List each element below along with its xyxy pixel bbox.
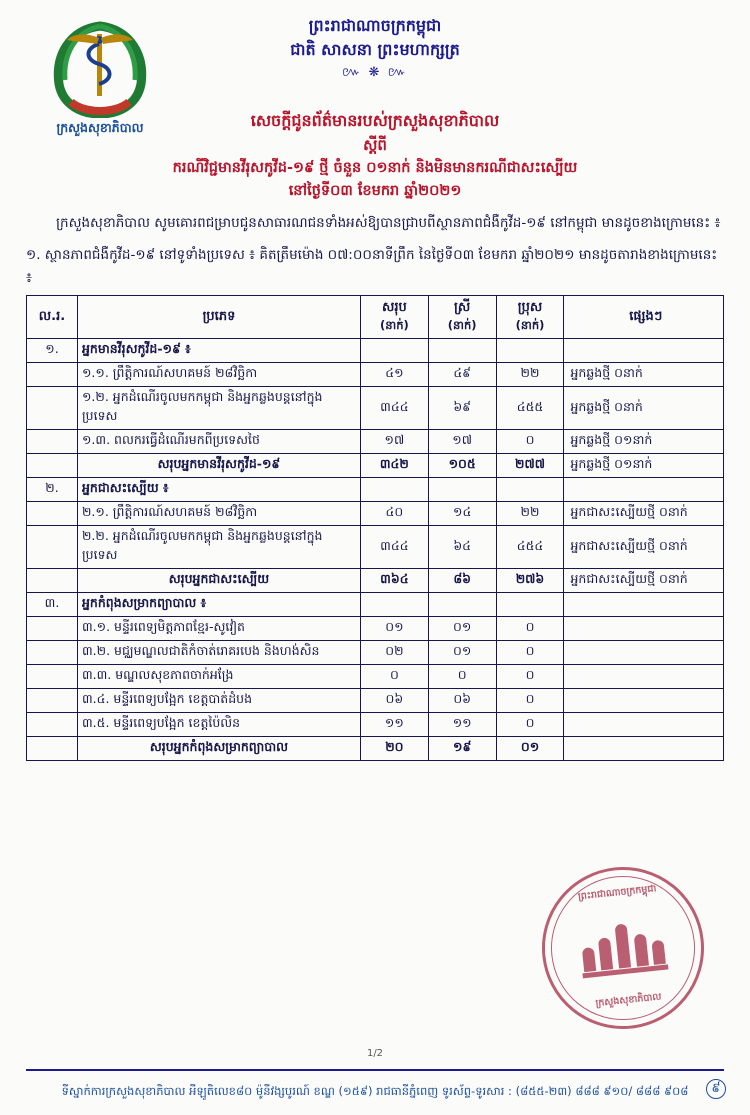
th-female-label: ស្រី — [454, 300, 471, 316]
cell-remark — [564, 689, 724, 713]
cell-female: ១១ — [428, 713, 496, 737]
cell-male: ២២ — [496, 502, 564, 526]
cell-total: ៤០ — [360, 502, 428, 526]
cell-total: ១១ — [360, 713, 428, 737]
th-total-label: សរុប — [381, 300, 407, 316]
cell-remark: អ្នកជាសះស្បើយថ្មី ០នាក់ — [564, 526, 724, 569]
cell-female: ៦៩ — [428, 387, 496, 430]
table-total-row — [27, 454, 724, 478]
cell-remark — [564, 478, 724, 502]
cell-female: ០១ — [428, 641, 496, 665]
table-row — [27, 387, 724, 430]
total-total: ២០ — [360, 737, 428, 761]
th-male-label: ប្រុស — [517, 300, 543, 316]
cell-no — [27, 665, 78, 689]
cell-remark: អ្នកឆ្លងថ្មី ០នាក់ — [564, 363, 724, 387]
cell-male: ០ — [496, 713, 564, 737]
group-no: ២. — [27, 478, 78, 502]
row-label: ២.១. ព្រឹត្តិការណ៍សហគមន៍ ២៨វិច្ឆិកា — [77, 502, 360, 526]
cell-male: ០ — [496, 430, 564, 454]
table-header-row — [27, 296, 724, 339]
cell-male: ០ — [496, 641, 564, 665]
table-row — [27, 502, 724, 526]
cell-male: ៤៥៤ — [496, 526, 564, 569]
cell-total: ៤១ — [360, 363, 428, 387]
cell-total: ០២ — [360, 641, 428, 665]
row-label: ៣.១. មន្ទីរពេទ្យមិត្តភាពខ្មែរ-សូវៀត — [77, 617, 360, 641]
cell-no — [27, 617, 78, 641]
cell-no — [27, 689, 78, 713]
row-label: ១.២. អ្នកដំណើរចូលមកកម្ពុជា និងអ្នកឆ្លងបន្តនៅក្នុងប្រទេស — [77, 387, 360, 430]
cell-male — [496, 478, 564, 502]
row-label: ២.២. អ្នកដំណើរចូលមកកម្ពុជា និងអ្នកឆ្លងបន្តនៅក្នុងប្រទេស — [77, 526, 360, 569]
table-row — [27, 593, 724, 617]
cell-female — [428, 339, 496, 363]
th-female-unit: (នាក់) — [447, 318, 477, 333]
group-title: អ្នកមានវីរុសកូវីដ-១៩ ៖ — [77, 339, 360, 363]
covid-status-table — [26, 295, 724, 761]
cell-no — [27, 363, 78, 387]
total-total: ៣៦៤ — [360, 569, 428, 593]
cell-total: ០១ — [360, 617, 428, 641]
cell-remark — [564, 617, 724, 641]
table-row — [27, 339, 724, 363]
total-female: ៨៦ — [428, 569, 496, 593]
table-row — [27, 526, 724, 569]
emblem-label: ក្រសួងសុខាភិបាល — [56, 120, 144, 135]
th-desc: ប្រភេទ — [77, 296, 360, 339]
cell-total: ០៦ — [360, 689, 428, 713]
footer-divider — [26, 1069, 724, 1071]
cell-male — [496, 339, 564, 363]
ministry-emblem — [30, 14, 170, 139]
table-row — [27, 641, 724, 665]
official-stamp — [534, 859, 712, 1037]
table-row — [27, 478, 724, 502]
total-male: ២៧៦ — [496, 569, 564, 593]
cell-female: ៦៤ — [428, 526, 496, 569]
cell-female: ០១ — [428, 617, 496, 641]
total-remark — [564, 737, 724, 761]
motto-line: ជាតិ សាសនា ព្រះមហាក្សត្រ — [290, 40, 460, 59]
total-remark: អ្នកជាសះស្បើយថ្មី ០នាក់ — [564, 569, 724, 593]
total-remark: អ្នកឆ្លងថ្មី ០១នាក់ — [564, 454, 724, 478]
row-label: ១.៣. ពលករធ្វើដំណើរមកពីប្រទេសថៃ — [77, 430, 360, 454]
cell-no — [27, 454, 78, 478]
cell-male: ២២ — [496, 363, 564, 387]
th-male-unit: (នាក់) — [515, 318, 545, 333]
cell-no — [27, 502, 78, 526]
cell-total — [360, 593, 428, 617]
th-total-unit: (នាក់) — [379, 318, 409, 333]
row-label: ៣.៤. មន្ទីរពេទ្យបង្អែក ខេត្តបាត់ដំបង — [77, 689, 360, 713]
cell-remark — [564, 339, 724, 363]
table-total-row — [27, 737, 724, 761]
cell-no — [27, 737, 78, 761]
cell-no — [27, 641, 78, 665]
th-no: ល.រ. — [27, 296, 78, 339]
total-label: សរុបអ្នកមានវីរុសកូវីដ-១៩ — [77, 454, 360, 478]
table-row — [27, 665, 724, 689]
cell-total — [360, 339, 428, 363]
table-row — [27, 617, 724, 641]
th-male — [496, 296, 564, 339]
row-label: ៣.២. មជ្ឈមណ្ឌលជាតិកំចាត់រោគរបេង និងហង់សិន — [77, 641, 360, 665]
cell-total: ១៧ — [360, 430, 428, 454]
cell-total: ៣៤៤ — [360, 387, 428, 430]
title-line-3: ករណីវិជ្ជមានវីរុសកូវីដ-១៩ ថ្មី ចំនួន ០១នាក់ និងមិនមានករណីជាសះស្បើយ — [172, 160, 578, 177]
cell-remark — [564, 713, 724, 737]
th-total — [360, 296, 428, 339]
cell-remark — [564, 665, 724, 689]
cell-no — [27, 387, 78, 430]
cell-female: ០ — [428, 665, 496, 689]
cell-no — [27, 713, 78, 737]
cell-female: ១៤ — [428, 502, 496, 526]
cell-total: ៣៤៤ — [360, 526, 428, 569]
table-row — [27, 713, 724, 737]
cell-female: ១៧ — [428, 430, 496, 454]
table-total-row — [27, 569, 724, 593]
title-line-1: សេចក្តីជូនព័ត៌មានរបស់ក្រសួងសុខាភិបាល — [250, 111, 500, 130]
stamp-bottom-text: ក្រសួងសុខាភិបាល — [595, 991, 662, 1010]
total-label: សរុបអ្នកកំពុងសម្រាកព្យាបាល — [77, 737, 360, 761]
page-number: 1/2 — [366, 1048, 384, 1059]
group-title: អ្នកកំពុងសម្រាកព្យាបាល ៖ — [77, 593, 360, 617]
table-row — [27, 430, 724, 454]
cell-total — [360, 478, 428, 502]
group-no: ១. — [27, 339, 78, 363]
cell-male — [496, 593, 564, 617]
ornament-divider: ៚ ❋ ៚ — [342, 65, 408, 80]
table-body — [27, 339, 724, 761]
group-title: អ្នកជាសះស្បើយ ៖ — [77, 478, 360, 502]
cell-no — [27, 569, 78, 593]
total-female: ១៩ — [428, 737, 496, 761]
total-male: ២៧៧ — [496, 454, 564, 478]
total-total: ៣៤២ — [360, 454, 428, 478]
total-female: ១០៥ — [428, 454, 496, 478]
title-line-2: ស្តីពី — [363, 135, 387, 154]
total-male: ០១ — [496, 737, 564, 761]
th-remark: ផ្សេងៗ — [564, 296, 724, 339]
title-line-4: នៅថ្ងៃទី០៣ ខែមករា ឆ្នាំ២០២១ — [288, 182, 462, 199]
cell-female — [428, 593, 496, 617]
cell-remark — [564, 641, 724, 665]
cell-remark: អ្នកឆ្លងថ្មី ០នាក់ — [564, 387, 724, 430]
cell-male: ៤៥៥ — [496, 387, 564, 430]
row-label: ៣.៣. មណ្ឌលសុខភាពចាក់អង្រែ — [77, 665, 360, 689]
cell-male: ០ — [496, 617, 564, 641]
cell-female: ៤៩ — [428, 363, 496, 387]
th-female — [428, 296, 496, 339]
footer-page-mark: ៩ — [706, 1079, 726, 1099]
row-label: ១.១. ព្រឹត្តិការណ៍សហគមន៍ ២៨វិច្ឆិកា — [77, 363, 360, 387]
cell-total: ០ — [360, 665, 428, 689]
cell-remark: អ្នកឆ្លងថ្មី ០១នាក់ — [564, 430, 724, 454]
cell-male: ០ — [496, 665, 564, 689]
cell-no — [27, 526, 78, 569]
cell-female: ០៦ — [428, 689, 496, 713]
section-1-heading: ១. ស្ថានភាពជំងឺកូវីដ-១៩ នៅទូទាំងប្រទេស ៖ គិតត្រឹមម៉ោង ០៧:០០នាទីព្រឹក នៃថ្ងៃទី០៣ ខែមករា ឆ្នាំ២០២១ មានដូចតារាងខាងក្រោមនេះ ៖ — [26, 246, 718, 286]
row-label: ៣.៥. មន្ទីរពេទ្យបង្អែក ខេត្តប៉ៃលិន — [77, 713, 360, 737]
table-row — [27, 363, 724, 387]
footer-address: ទីស្នាក់ការក្រសួងសុខាភិបាល អីឡូតិលេខ៨០ ម៉ូនីវង្សបូរណ៍ ខណ្ឌ (១៥៩) រាជធានីភ្នំពេញ ទូរស័ព្ទ-ទូរសារ : (៨៥៥-២៣) ៨៨៨ ៩១០/ ៨៨៨ ៩០៨ — [61, 1084, 689, 1098]
cell-remark — [564, 593, 724, 617]
cell-male: ០ — [496, 689, 564, 713]
caduceus-emblem-icon — [41, 14, 159, 118]
total-label: សរុបអ្នកជាសះស្បើយ — [77, 569, 360, 593]
angkor-temple-icon — [543, 914, 703, 980]
kingdom-line: ព្រះរាជាណាចក្រកម្ពុជា — [308, 16, 442, 35]
cell-no — [27, 430, 78, 454]
table-row — [27, 689, 724, 713]
cell-remark: អ្នកជាសះស្បើយថ្មី ០នាក់ — [564, 502, 724, 526]
intro-paragraph: ក្រសួងសុខាភិបាល សូមគោរពជម្រាបជូនសាធារណជនទាំងអស់ឱ្យបានជ្រាបពីស្ថានភាពជំងឺកូវីដ-១៩ នៅកម្ពុជា មានដូចខាងក្រោមនេះ ៖ — [56, 214, 721, 231]
cell-female — [428, 478, 496, 502]
group-no: ៣. — [27, 593, 78, 617]
stamp-top-text: ព្រះរាជាណាចក្រកម្ពុជា — [577, 883, 657, 903]
